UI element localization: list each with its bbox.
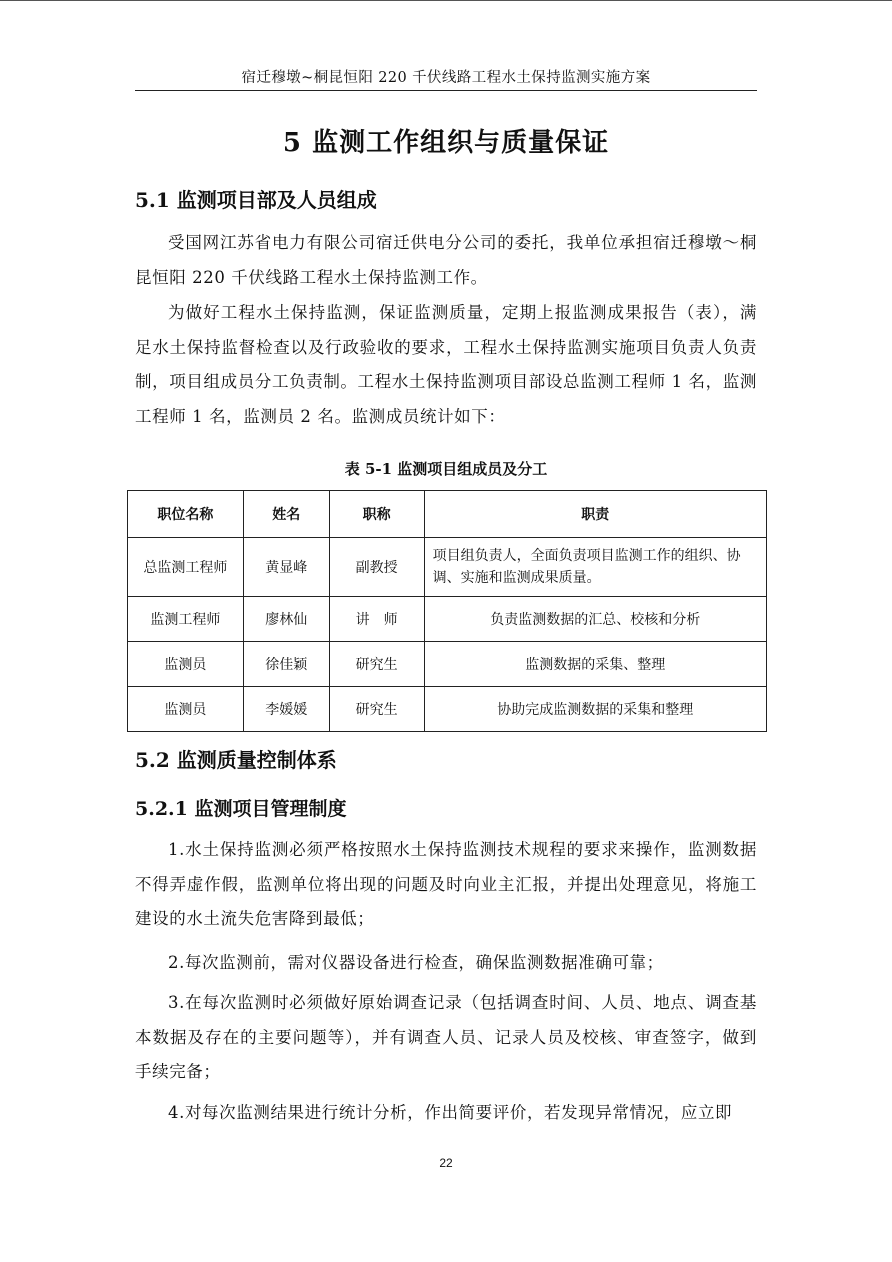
- cell-duty: 协助完成监测数据的采集和整理: [424, 687, 766, 732]
- page-top-border: [0, 0, 892, 1]
- list-item: 3.在每次监测时必须做好原始调查记录（包括调查时间、人员、地点、调查基本数据及存在的主要问题等），并有调查人员、记录人员及校核、审查签字，做到手续完备；: [135, 993, 757, 1081]
- paragraph-commission: 受国网江苏省电力有限公司宿迁供电分公司的委托，我单位承担宿迁穆墩～桐昆恒阳 220 千伏线路工程水土保持监测工作。: [135, 233, 757, 287]
- cell-duty: 项目组负责人，全面负责项目监测工作的组织、协调、实施和监测成果质量。: [424, 538, 766, 597]
- chapter-title: 5 监测工作组织与质量保证: [282, 128, 610, 158]
- cell-name: 廖林仙: [243, 597, 329, 642]
- section-5-1-heading: 5.1 监测项目部及人员组成: [135, 188, 377, 212]
- list-item: 1.水土保持监测必须严格按照水土保持监测技术规程的要求来操作，监测数据不得弄虚作假，监测单位将出现的问题及时向业主汇报，并提出处理意见，将施工建设的水土流失危害降到最低；: [135, 840, 757, 928]
- header-title: 职称: [329, 491, 424, 538]
- list-item: 4.对每次监测结果进行统计分析，作出简要评价，若发现异常情况，应立即: [168, 1103, 733, 1122]
- header-duty: 职责: [424, 491, 766, 538]
- section-5-2-heading: 5.2 监测质量控制体系: [135, 748, 337, 772]
- table-row: [128, 597, 767, 642]
- cell-name: 徐佳颖: [243, 642, 329, 687]
- cell-position: 监测员: [128, 642, 244, 687]
- header-name: 姓名: [243, 491, 329, 538]
- table-row: [128, 687, 767, 732]
- cell-name: 李媛媛: [243, 687, 329, 732]
- cell-name: 黄显峰: [243, 538, 329, 597]
- running-header: 宿迁穆墩~桐昆恒阳 220 千伏线路工程水土保持监测实施方案: [241, 70, 651, 86]
- section-5-2-1-heading: 5.2.1 监测项目管理制度: [135, 798, 347, 820]
- table-header-row: [128, 491, 767, 538]
- cell-title: 研究生: [329, 642, 424, 687]
- cell-position: 总监测工程师: [128, 538, 244, 597]
- cell-title: 研究生: [329, 687, 424, 732]
- list-item: 2.每次监测前，需对仪器设备进行检查，确保监测数据准确可靠；: [168, 953, 664, 972]
- header-position: 职位名称: [128, 491, 244, 538]
- cell-title: 讲 师: [329, 597, 424, 642]
- header-rule: [135, 90, 757, 91]
- page-number: 22: [439, 1156, 453, 1170]
- cell-position: 监测员: [128, 687, 244, 732]
- cell-title: 副教授: [329, 538, 424, 597]
- table-row: [128, 642, 767, 687]
- paragraph-team-structure: 为做好工程水土保持监测，保证监测质量，定期上报监测成果报告（表），满足水土保持监督检查以及行政验收的要求，工程水土保持监测实施项目负责人负责制，项目组成员分工负责制。工程水土保持监测项目部设总监测工程师 1 名，监测工程师 1 名，监测员 2 名。监测成员统计如下：: [135, 303, 757, 426]
- cell-duty: 负责监测数据的汇总、校核和分析: [424, 597, 766, 642]
- table-5-1-caption: 表 5-1 监测项目组成员及分工: [344, 460, 548, 478]
- cell-position: 监测工程师: [128, 597, 244, 642]
- cell-duty: 监测数据的采集、整理: [424, 642, 766, 687]
- table-row: [128, 538, 767, 597]
- members-table: [127, 490, 767, 732]
